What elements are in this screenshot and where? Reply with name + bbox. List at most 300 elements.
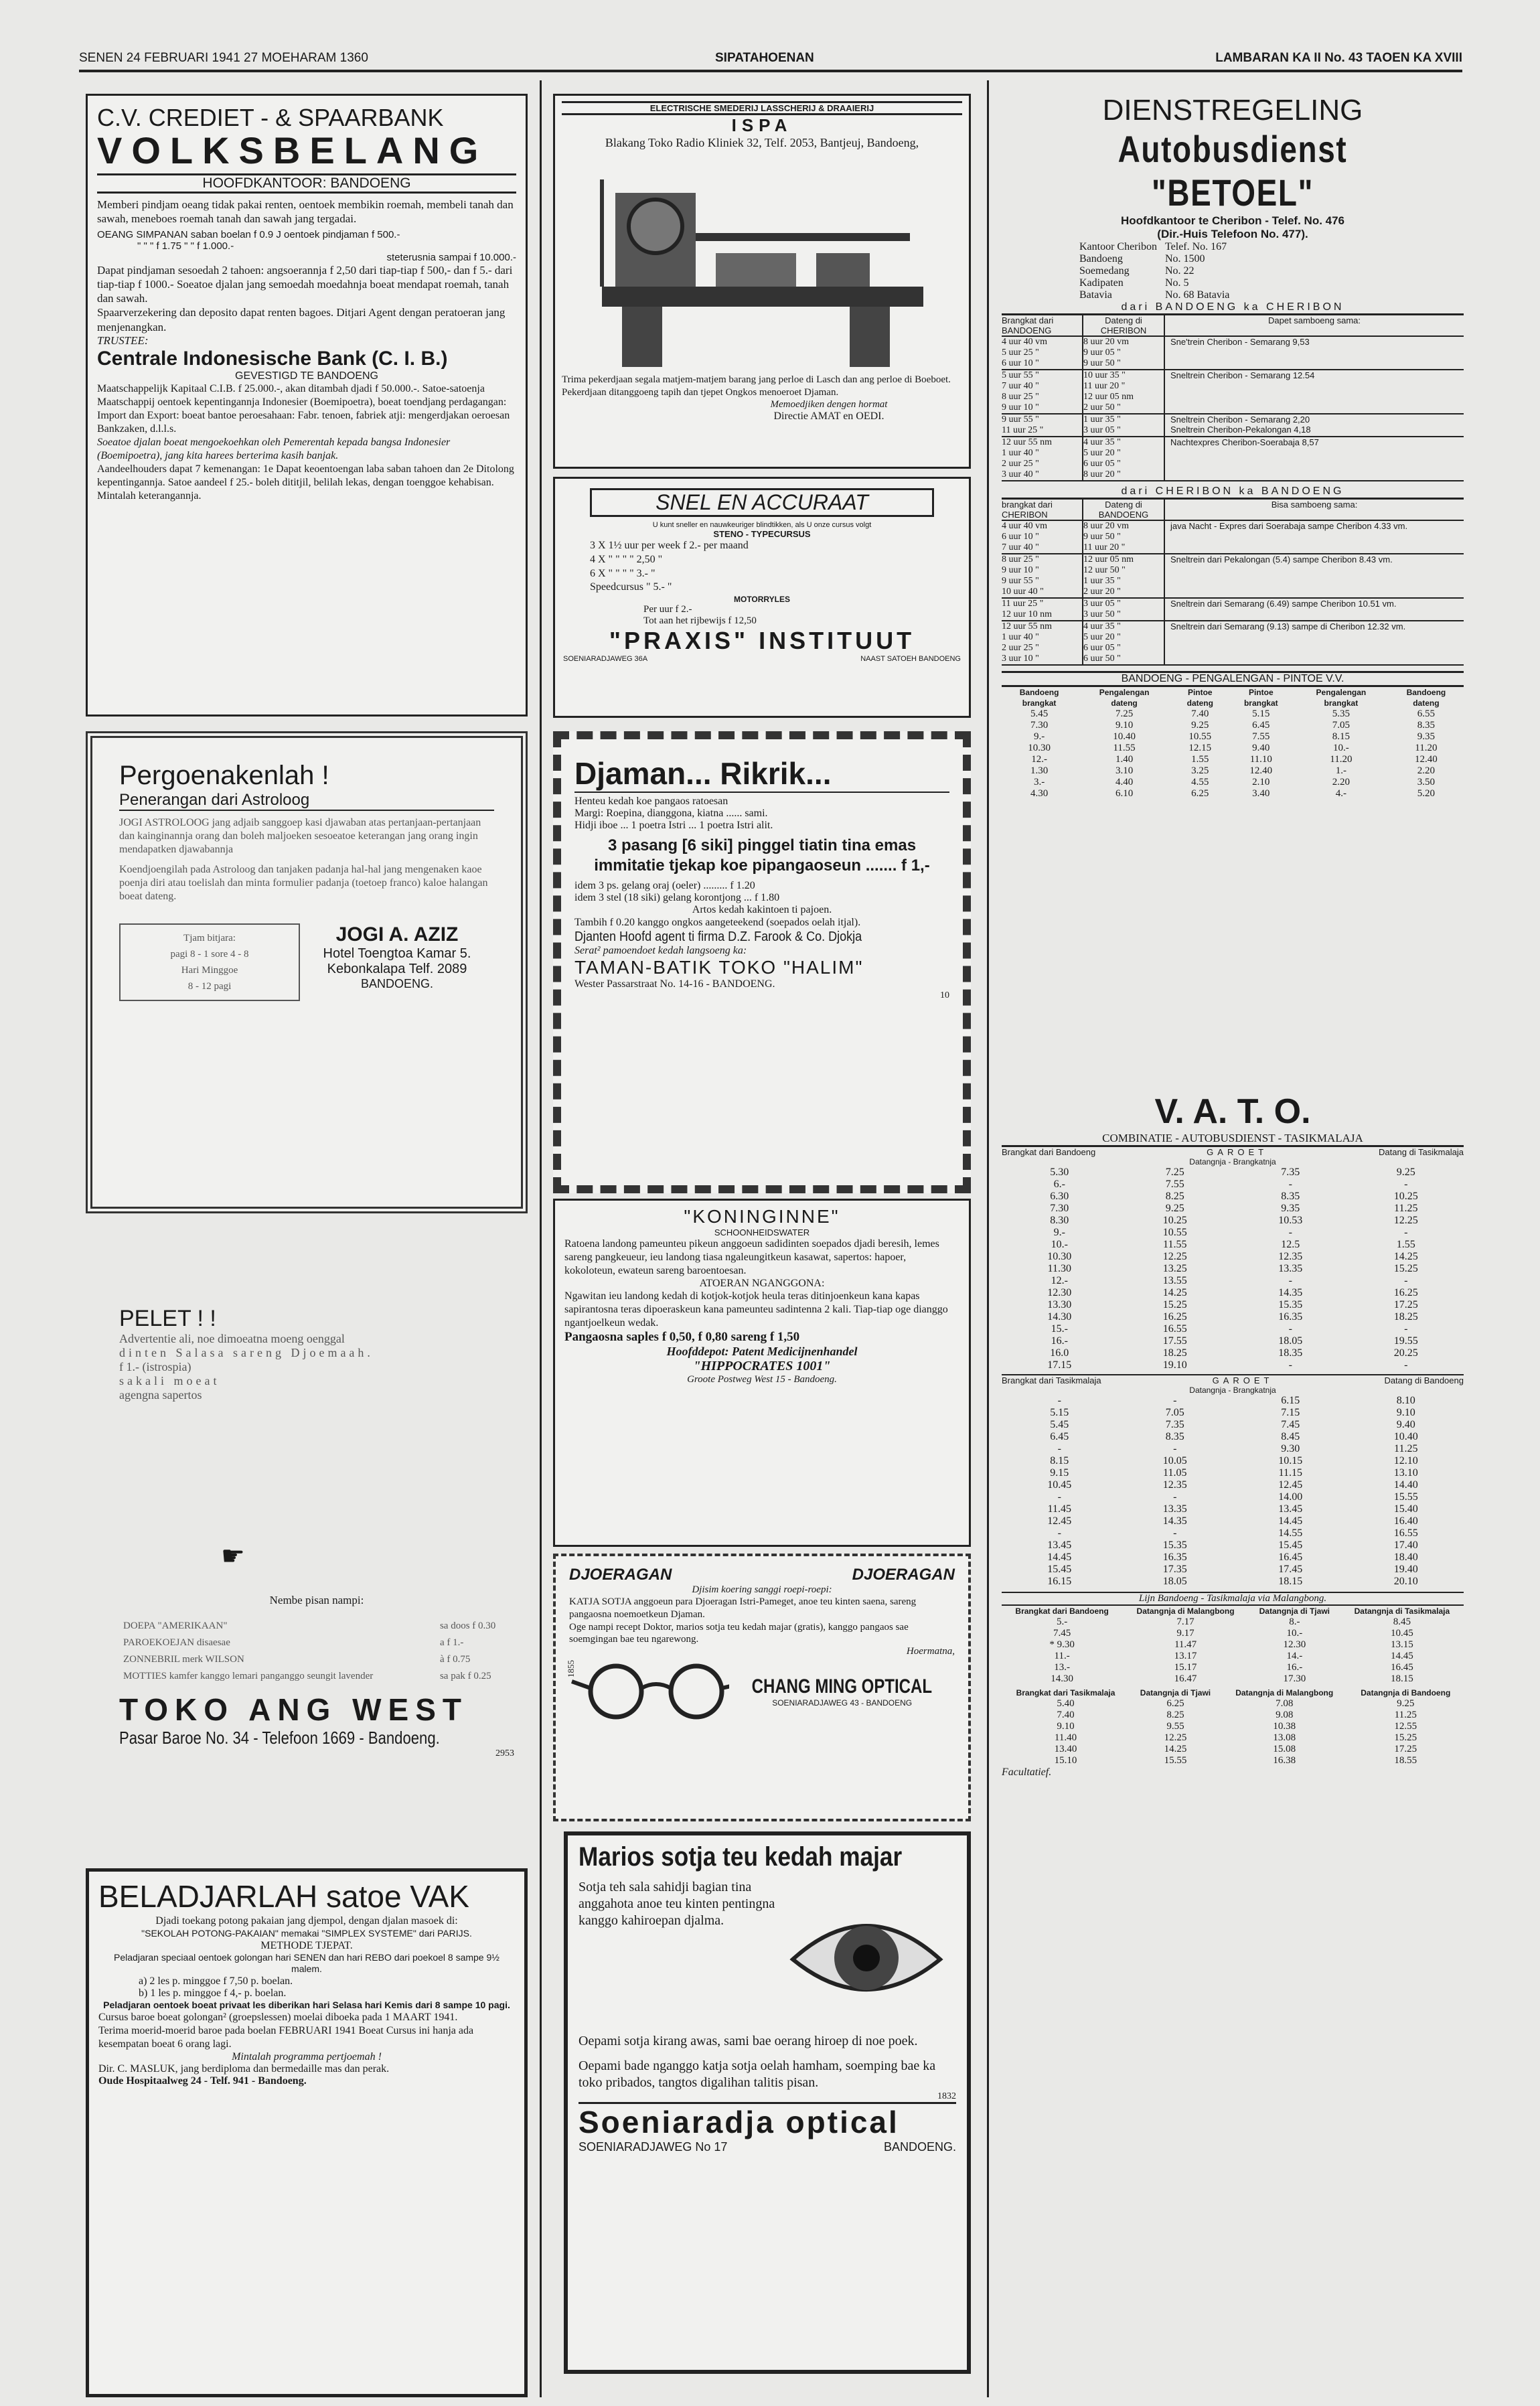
- table-cell: 7.45: [1281, 1419, 1300, 1430]
- table-cell: 15.-: [1051, 1323, 1068, 1335]
- table-cell: 15.08: [1273, 1744, 1296, 1754]
- praxis-line5: Per uur f 2.-: [643, 604, 692, 615]
- table-cell: 9.10: [1115, 720, 1134, 731]
- table-cell: Bandoeng: [1406, 688, 1446, 697]
- table-cell: 9.17: [1176, 1628, 1195, 1639]
- table-cell: 14.45: [1047, 1552, 1072, 1563]
- west-item-row: [119, 1668, 514, 1685]
- depart-time: 4 uur 40 vm: [1002, 521, 1048, 531]
- table-cell: 3.40: [1252, 788, 1270, 799]
- ispa-closing: Memoedjiken dengen hormat: [770, 398, 888, 410]
- beladjar-title: BELADJARLAH satoe VAK: [98, 1879, 469, 1914]
- table-cell: 12.55: [1394, 1721, 1417, 1732]
- schedule-block: [1002, 621, 1464, 666]
- rikrik-l4: 3 pasang [6 siki] pinggel tiatin tina emas immitatie tjekap koe pipangaoseun ....... f 1,-: [594, 836, 930, 875]
- table-cell: 5.15: [1050, 1407, 1069, 1418]
- dienst-section-2: dari CHERIBON ka BANDOENG: [1002, 485, 1464, 500]
- vato-row: [1002, 1227, 1464, 1239]
- table-cell: Datangnja di Malangbong: [1235, 1688, 1334, 1698]
- table-cell: 12.45: [1278, 1479, 1303, 1491]
- praxis-name: "PRAXIS" INSTITUUT: [609, 627, 915, 655]
- table-cell: Bandoeng: [1019, 688, 1059, 697]
- table-cell: 14.25: [1162, 1287, 1187, 1298]
- table-cell: dateng: [1186, 698, 1213, 708]
- connection-note: Nachtexpres Cheribon-Soerabaja 8,57: [1170, 437, 1319, 447]
- table-cell: 11.47: [1174, 1639, 1197, 1650]
- table-cell: 18.35: [1278, 1347, 1303, 1359]
- table-cell: 16.45: [1278, 1552, 1303, 1563]
- office-row: [1075, 289, 1233, 301]
- table-cell: 10.05: [1162, 1455, 1187, 1467]
- vato-row: [1002, 1419, 1464, 1431]
- vato-h2c: Datang di Bandoeng: [1384, 1375, 1464, 1385]
- table-cell: 15.25: [1162, 1299, 1187, 1310]
- praxis-note: U kunt sneller en nauwkeuriger blindtikken, als U onze cursus volgt: [652, 521, 872, 529]
- table-cell: 13.45: [1047, 1539, 1072, 1551]
- depart-time: 6 uur 10 ": [1002, 532, 1039, 542]
- table-cell: 3.10: [1115, 765, 1134, 776]
- table-cell: MOTTIES kamfer kanggo lemari panganggo seungit lavender: [123, 1671, 374, 1681]
- table-cell: -: [1173, 1527, 1177, 1539]
- arrive-time: 11 uur 20 ": [1083, 381, 1126, 391]
- header-rule: [79, 70, 1462, 72]
- arrive-time: 6 uur 05 ": [1083, 643, 1121, 653]
- depart-time: 9 uur 55 ": [1002, 576, 1039, 586]
- vato-row: [1002, 1335, 1464, 1347]
- table-cell: Pintoe: [1187, 688, 1213, 697]
- vato-schedule: [1002, 1092, 1464, 2397]
- table-cell: No. 68 Batavia: [1164, 289, 1230, 301]
- office-row: [1075, 241, 1233, 253]
- table-cell: 8.25: [1165, 1191, 1184, 1202]
- table-cell: 10.53: [1278, 1215, 1303, 1226]
- table-cell: 16.25: [1393, 1287, 1418, 1298]
- rikrik-l5: idem 3 ps. gelang oraj (oeler) ......... f 1.20: [574, 880, 755, 891]
- table-cell: 4.-: [1335, 788, 1347, 799]
- table-cell: 1.40: [1115, 754, 1134, 765]
- table-cell: 11.25: [1394, 1203, 1418, 1214]
- table-cell: 11.55: [1113, 743, 1136, 753]
- cib-sub: GEVESTIGD TE BANDOENG: [235, 370, 378, 382]
- west-name: TOKO ANG WEST: [119, 1692, 468, 1727]
- pelet-l4: sakali moeat: [119, 1374, 220, 1387]
- table-cell: 11.20: [1415, 743, 1438, 753]
- vato-sub: COMBINATIE - AUTOBUSDIENST - TASIKMALAJA: [1002, 1132, 1464, 1147]
- table-cell: 3.50: [1417, 777, 1436, 787]
- table-cell: 10.25: [1162, 1215, 1187, 1226]
- pengalengan-row: [1002, 777, 1464, 788]
- table-cell: 6.45: [1050, 1431, 1069, 1442]
- table-cell: 9.25: [1397, 1698, 1415, 1709]
- table-cell: 7.25: [1115, 708, 1134, 719]
- table-cell: 17.35: [1162, 1564, 1187, 1575]
- praxis-line3: 6 X " " " " 3.- ": [590, 567, 656, 579]
- table-cell: 9.40: [1252, 743, 1270, 753]
- table-cell: 1.55: [1191, 754, 1209, 765]
- table-cell: 13.35: [1278, 1263, 1303, 1274]
- pengalengan-row: [1002, 720, 1464, 731]
- volksbelang-body8: Soeatoe djalan boeat mengoekoehkan oleh Pemerentah kepada bangsa Indonesier (Boemipoetra), jang kita harees berterima kasih banjak.: [97, 436, 451, 461]
- table-cell: 11.55: [1163, 1239, 1187, 1250]
- depart-time: 9 uur 10 ": [1002, 402, 1039, 412]
- pergoenakenlah-sub: Penerangan dari Astroloog: [119, 791, 494, 811]
- table-cell: 14.-: [1286, 1651, 1303, 1661]
- praxis-line1: 3 X 1½ uur per week f 2.- per maand: [590, 540, 749, 551]
- hours-sunday-label: Hari Minggoe: [181, 965, 238, 976]
- table-cell: -: [1404, 1359, 1408, 1371]
- arrive-time: 3 uur 50 ": [1083, 609, 1121, 619]
- pelet-l1: Advertentie ali, noe dimoeatna moeng oenggal: [119, 1332, 345, 1345]
- arrive-time: 3 uur 05 ": [1083, 425, 1121, 435]
- praxis-line4: Speedcursus " 5.- ": [590, 581, 672, 593]
- table-cell: 7.30: [1050, 1203, 1069, 1214]
- depart-time: 7 uur 40 ": [1002, 542, 1039, 552]
- rikrik-l13: 10: [940, 990, 949, 1000]
- vato-row: [1002, 1479, 1464, 1491]
- table-cell: Datangnja di Malangbong: [1136, 1606, 1235, 1616]
- table-cell: Datangnja di Tjawi: [1259, 1606, 1330, 1616]
- hours-sunday: 8 - 12 pagi: [187, 981, 232, 992]
- table-cell: 13.30: [1047, 1299, 1072, 1310]
- table-cell: a f 1.-: [439, 1637, 464, 1648]
- vato-row: [1002, 1503, 1464, 1515]
- table-cell: 19.55: [1393, 1335, 1418, 1347]
- koninginne-l1: Ratoena landong pameunteu pikeun anggoeun sadidinten soepados djadi beresih, lemes sareng pangkeueur, ieu landong tiasa ngaleungitkeun kasawat, sapertos: hapoer, kokoloteun, ewateun sareng baroentoesan.: [564, 1238, 939, 1276]
- table-cell: 8.15: [1332, 731, 1351, 742]
- praxis-moto: MOTORRYLES: [733, 595, 790, 605]
- praxis-course: STENO - TYPECURSUS: [713, 529, 811, 539]
- connection-note: Sneltrein Cheribon-Pekalongan 4,18: [1170, 425, 1311, 435]
- table-cell: 8.35: [1417, 720, 1436, 731]
- table-cell: 8.-: [1289, 1616, 1300, 1627]
- arrive-time: 8 uur 20 vm: [1083, 337, 1130, 347]
- schedule-block: [1002, 415, 1464, 437]
- table-cell: 5.30: [1050, 1167, 1069, 1178]
- pengalengan-row: [1002, 731, 1464, 743]
- table-cell: 12.-: [1051, 1275, 1068, 1286]
- table-cell: 12.25: [1164, 1732, 1187, 1743]
- table-cell: 10.-: [1286, 1628, 1303, 1639]
- pengalengan-row: [1002, 708, 1464, 720]
- table-cell: 15.25: [1393, 1263, 1418, 1274]
- vato-h2: Brangkat dari Tasikmalaja: [1002, 1375, 1101, 1385]
- table-cell: 9.-: [1053, 1227, 1065, 1238]
- rikrik-l8: Tambih f 0.20 kanggo ongkos aangeteekend (soepados oelah itjal).: [574, 917, 861, 928]
- table-cell: 17.25: [1394, 1744, 1417, 1754]
- table-cell: 14.55: [1278, 1527, 1303, 1539]
- depart-time: 1 uur 40 ": [1002, 448, 1039, 458]
- cm-addr: SOENIARADJAWEG 43 - BANDOENG: [772, 1698, 913, 1708]
- table-cell: 10.40: [1393, 1431, 1418, 1442]
- table-cell: -: [1057, 1527, 1061, 1539]
- table-cell: 6.30: [1050, 1191, 1069, 1202]
- table-cell: 12.30: [1283, 1639, 1306, 1650]
- table-cell: 10.25: [1393, 1191, 1418, 1202]
- volksbelang-trustee: TRUSTEE:: [97, 333, 149, 347]
- rikrik-l3: Hidji iboe ... 1 poetra Istri ... 1 poetra Istri alit.: [574, 820, 773, 831]
- astroloog-addr2: Kebonkalapa Telf. 2089: [327, 962, 467, 976]
- arrive-time: 5 uur 20 ": [1083, 448, 1121, 458]
- header-newspaper: SIPATAHOENAN: [715, 51, 814, 65]
- vato-row: [1002, 1628, 1464, 1639]
- table-cell: 19.40: [1393, 1564, 1418, 1575]
- table-cell: 6.45: [1252, 720, 1270, 731]
- table-cell: Pengalengan: [1099, 688, 1150, 697]
- table-cell: 7.05: [1165, 1407, 1184, 1418]
- dienst-hq: Hoofdkantoor te Cheribon - Telef. No. 476: [1120, 214, 1345, 227]
- vato-row: [1002, 1179, 1464, 1191]
- office-row: [1075, 265, 1233, 277]
- table-cell: 16.0: [1050, 1347, 1069, 1359]
- table-cell: -: [1057, 1491, 1061, 1503]
- vato-row: [1002, 1491, 1464, 1503]
- rikrik-l12: Wester Passarstraat No. 14-16 - BANDOENG.: [574, 978, 775, 990]
- koninginne-l7: Groote Postweg West 15 - Bandoeng.: [687, 1374, 837, 1385]
- table-cell: 6.-: [1053, 1179, 1065, 1190]
- table-cell: 13.40: [1054, 1744, 1077, 1754]
- table-cell: 7.08: [1276, 1698, 1294, 1709]
- vato-title: V. A. T. O.: [1154, 1092, 1311, 1131]
- table-cell: 9.08: [1276, 1710, 1294, 1720]
- table-cell: 12.35: [1162, 1479, 1187, 1491]
- vato-row: [1002, 1359, 1464, 1371]
- rikrik-l6: idem 3 stel (18 siki) gelang korontjong ... f 1.80: [574, 892, 780, 903]
- pergoenakenlah-title: Pergoenakenlah !: [119, 761, 329, 790]
- table-cell: DOEPA "AMERIKAAN": [123, 1621, 228, 1631]
- table-cell: 15.45: [1047, 1564, 1072, 1575]
- table-cell: -: [1173, 1443, 1177, 1454]
- vato-h2d: Datangnja - Brangkatnja: [1189, 1385, 1276, 1395]
- rikrik-l9: Djanten Hoofd agent ti firma D.Z. Farook & Co. Djokja: [574, 929, 862, 944]
- connection-note: Sneltrein Cheribon - Semarang 12.54: [1170, 370, 1315, 380]
- dienst-section-3: BANDOENG - PENGALENGAN - PINTOE V.V.: [1002, 671, 1464, 687]
- arrive-time: 8 uur 20 vm: [1083, 521, 1130, 531]
- cm-t1: DJOERAGAN: [569, 1566, 672, 1584]
- praxis-line6: Tot aan het rijbewijs f 12,50: [643, 615, 757, 627]
- arrive-time: 12 uur 05 nm: [1083, 392, 1134, 402]
- table-cell: 17.45: [1278, 1564, 1303, 1575]
- table-cell: 2.10: [1252, 777, 1270, 787]
- table-cell: 11.25: [1394, 1710, 1417, 1720]
- dienst-h5: Dateng di BANDOENG: [1083, 500, 1165, 520]
- table-cell: 18.05: [1162, 1576, 1187, 1587]
- table-cell: brangkat: [1022, 698, 1057, 708]
- pengalengan-table: [1002, 687, 1464, 800]
- table-cell: 9.25: [1165, 1203, 1184, 1214]
- volksbelang-cv: C.V. CREDIET - & SPAARBANK: [97, 104, 444, 131]
- table-cell: -: [1288, 1179, 1292, 1190]
- table-cell: 10.-: [1333, 743, 1349, 753]
- table-cell: 11.15: [1278, 1467, 1302, 1479]
- beladjar-l1: Djadi toekang potong pakaian jang djempol, dengan djalan masoek di:: [155, 1915, 458, 1927]
- toko-west-ad: [119, 1594, 514, 1848]
- table-cell: 8.35: [1165, 1431, 1184, 1442]
- beladjar-l3: METHODE TJEPAT.: [260, 1939, 353, 1951]
- vato-section: Lijn Bandoeng - Tasikmalaja via Malangbong.: [1002, 1592, 1464, 1606]
- depart-time: 4 uur 40 vm: [1002, 337, 1048, 347]
- cm-l3: Oge nampi recept Doktor, marios sotja teu kedah majar (gratis), kanggo pangaos sae soemgingan bae teu ngarewong.: [569, 1621, 909, 1645]
- vato-row: [1002, 1673, 1464, 1685]
- vato-h1b: GAROET: [1207, 1147, 1268, 1157]
- table-cell: 14.40: [1393, 1479, 1418, 1491]
- volksbelang-body5: Dapat pindjaman sesoedah 2 tahoen: angsoerannja f 2,50 dari tiap-tiap f 500,- dan f 5.- dari tiap-tiap f 1000.- Soeatoe djalan jang semoedah moedahnja boeat mendapat roemah, tanah dan sawah.: [97, 263, 513, 305]
- koninginne-l2: ATOERAN NGANGGONA:: [699, 1278, 825, 1289]
- table-cell: 17.25: [1393, 1299, 1418, 1310]
- table-cell: 11.40: [1054, 1732, 1077, 1743]
- table-cell: 12.5: [1281, 1239, 1300, 1250]
- table-cell: -: [1057, 1395, 1061, 1406]
- dienst-title: DIENSTREGELING: [1102, 94, 1363, 127]
- table-cell: 6.25: [1191, 788, 1209, 799]
- vato-note: Facultatief.: [1002, 1766, 1052, 1778]
- cib-name: Centrale Indonesische Bank (C. I. B.): [97, 347, 448, 370]
- ispa-topline: ELECTRISCHE SMEDERIJ LASSCHERIJ & DRAAIERIJ: [562, 101, 962, 115]
- table-cell: 7.55: [1252, 731, 1270, 742]
- pengalengan-row: [1002, 788, 1464, 800]
- volksbelang-name: VOLKSBELANG: [97, 129, 488, 171]
- table-cell: Bandoeng: [1079, 253, 1123, 265]
- connection-note: Sne'trein Cheribon - Semarang 9,53: [1170, 337, 1310, 347]
- schedule-block: [1002, 521, 1464, 554]
- table-cell: No. 1500: [1164, 253, 1205, 265]
- eyeglasses-illustration: [569, 1661, 729, 1722]
- table-cell: Soemedang: [1079, 265, 1130, 277]
- depart-time: 2 uur 25 ": [1002, 643, 1039, 653]
- table-cell: 11.25: [1394, 1443, 1418, 1454]
- eye-illustration: [779, 1879, 953, 2033]
- table-cell: 12.40: [1249, 765, 1273, 776]
- vato-row: [1002, 1203, 1464, 1215]
- depart-time: 9 uur 55 ": [1002, 415, 1039, 425]
- cm-t2: DJOERAGAN: [852, 1566, 955, 1584]
- table-cell: 8.10: [1396, 1395, 1415, 1406]
- volksbelang-body1: Memberi pindjam oeang tidak pakai renten, oentoek membikin roemah, membeli tanah dan sawah, meneboes roemah tanah dan sawah jang tergadai.: [97, 198, 514, 226]
- volksbelang-office: HOOFDKANTOOR: BANDOENG: [97, 173, 516, 194]
- volksbelang-body4: steterusnia sampai f 10.000.-: [386, 251, 516, 263]
- depart-time: 5 uur 25 ": [1002, 348, 1039, 358]
- table-cell: 10.30: [1047, 1251, 1072, 1262]
- vato-row: [1002, 1539, 1464, 1552]
- table-cell: 16.38: [1273, 1755, 1296, 1766]
- table-cell: 13.10: [1393, 1467, 1418, 1479]
- table-cell: 15.17: [1174, 1662, 1197, 1673]
- table-cell: 12.30: [1047, 1287, 1072, 1298]
- rikrik-l7: Artos kedah kakintoen ti pajoen.: [692, 904, 832, 915]
- table-cell: 1.55: [1396, 1239, 1415, 1250]
- table-cell: 15.10: [1054, 1755, 1077, 1766]
- table-cell: 15.55: [1164, 1755, 1187, 1766]
- ispa-body: Trima pekerdjaan segala matjem-matjem barang jang perloe di Lasch dan ang perloe di Boeboet. Pekerdjaan ditanggoeng tapih dan tjepet Ongkos menoeroet Djaman.: [562, 374, 951, 398]
- table-cell: 6.10: [1115, 788, 1134, 799]
- table-cell: Brangkat dari Tasikmalaja: [1016, 1688, 1115, 1698]
- vato-row: [1002, 1263, 1464, 1275]
- volksbelang-ad: [86, 94, 528, 717]
- table-cell: 10.15: [1278, 1455, 1303, 1467]
- schedule-block: [1002, 437, 1464, 481]
- table-cell: sa doos f 0.30: [439, 1621, 496, 1631]
- table-cell: -: [1404, 1227, 1408, 1238]
- table-cell: -: [1288, 1275, 1292, 1286]
- beladjar-l12: Oude Hospitaalweg 24 - Telf. 941 - Bandoeng.: [98, 2075, 307, 2087]
- arrive-time: 1 uur 35 ": [1083, 576, 1121, 586]
- rikrik-title: Djaman... Rikrik...: [574, 756, 832, 791]
- koninginne-l5: Hoofddepot: Patent Medicijnenhandel: [666, 1345, 858, 1358]
- vato-row: [1002, 1251, 1464, 1263]
- cm-name: CHANG MING OPTICAL: [752, 1675, 933, 1698]
- arrive-time: 6 uur 05 ": [1083, 459, 1121, 469]
- arrive-time: 10 uur 35 ": [1083, 370, 1126, 380]
- dienst-h3: Dapet samboeng sama:: [1267, 315, 1361, 325]
- west-item-row: [119, 1635, 514, 1651]
- table-cell: 12.25: [1162, 1251, 1187, 1262]
- changming-ad: [553, 1554, 971, 1821]
- beladjar-l5: a) 2 les p. minggoe f 7,50 p. boelan.: [139, 1975, 293, 1987]
- table-cell: 4.40: [1115, 777, 1134, 787]
- volksbelang-body6: Spaarverzekering dan deposito dapat renten bagoes. Ditjari Agent dengan peratoeran jang menjenangkan.: [97, 306, 506, 333]
- vato-table-3: [1002, 1606, 1464, 1685]
- table-cell: 16.15: [1047, 1576, 1072, 1587]
- dienst-dir: (Dir.-Huis Telefoon No. 477).: [1157, 228, 1308, 240]
- table-cell: 9.15: [1050, 1467, 1069, 1479]
- vato-row: [1002, 1662, 1464, 1673]
- dienst-offices: [1075, 241, 1233, 301]
- table-cell: 8.35: [1281, 1191, 1300, 1202]
- vato-header: [1002, 1606, 1464, 1616]
- vato-table-4: [1002, 1687, 1464, 1766]
- table-cell: 5.40: [1057, 1698, 1075, 1709]
- astroloog-city: BANDOENG.: [360, 977, 434, 990]
- marios-ad: [564, 1831, 971, 2374]
- depart-time: 8 uur 25 ": [1002, 392, 1039, 402]
- table-cell: 13.-: [1054, 1662, 1070, 1673]
- table-cell: 6.15: [1281, 1395, 1300, 1406]
- table-cell: -: [1404, 1179, 1408, 1190]
- beladjar-l8: Cursus baroe boeat golongan² (groepslessen) moelai diboeka pada 1 MAART 1941.: [98, 2012, 458, 2023]
- vato-h2b: GAROET: [1212, 1375, 1274, 1385]
- schedule-block: [1002, 554, 1464, 599]
- table-cell: 7.05: [1332, 720, 1351, 731]
- table-cell: 6.25: [1166, 1698, 1184, 1709]
- vato-row: [1002, 1732, 1464, 1744]
- beladjar-l4: Peladjaran speciaal oentoek golongan hari SENEN dan hari REBO dari poekoel 8 sampe 9½ malem.: [114, 1951, 499, 1974]
- table-cell: 10.45: [1391, 1628, 1413, 1639]
- rikrik-ad: [553, 731, 971, 1193]
- table-cell: 15.35: [1278, 1299, 1303, 1310]
- table-cell: 15.55: [1393, 1491, 1418, 1503]
- table-cell: 14.45: [1278, 1515, 1303, 1527]
- vato-row: [1002, 1299, 1464, 1311]
- table-cell: Brangkat dari Bandoeng: [1015, 1606, 1109, 1616]
- rikrik-l2: Margi: Roepina, dianggona, kiatna ...... sami.: [574, 808, 768, 819]
- table-cell: 5.45: [1030, 708, 1049, 719]
- hours-weekday: pagi 8 - 1 sore 4 - 8: [170, 949, 249, 960]
- office-row: [1075, 277, 1233, 289]
- table-cell: sa pak f 0.25: [439, 1671, 491, 1681]
- depart-time: 12 uur 55 nm: [1002, 437, 1053, 447]
- cm-l1: Djisim koering sanggi roepi-roepi:: [692, 1584, 832, 1595]
- cm-l4: Hoermatna,: [906, 1646, 955, 1657]
- vato-table-2: [1002, 1395, 1464, 1588]
- table-cell: 7.17: [1176, 1616, 1195, 1627]
- vato-row: [1002, 1395, 1464, 1407]
- table-cell: 14.35: [1278, 1287, 1303, 1298]
- west-head: Nembe pisan nampi:: [269, 1594, 364, 1606]
- table-cell: 8.45: [1281, 1431, 1300, 1442]
- pelet-ad: [119, 1306, 514, 1460]
- table-cell: 5.-: [1056, 1616, 1068, 1627]
- table-cell: 1.-: [1335, 765, 1347, 776]
- table-cell: 17.40: [1393, 1539, 1418, 1551]
